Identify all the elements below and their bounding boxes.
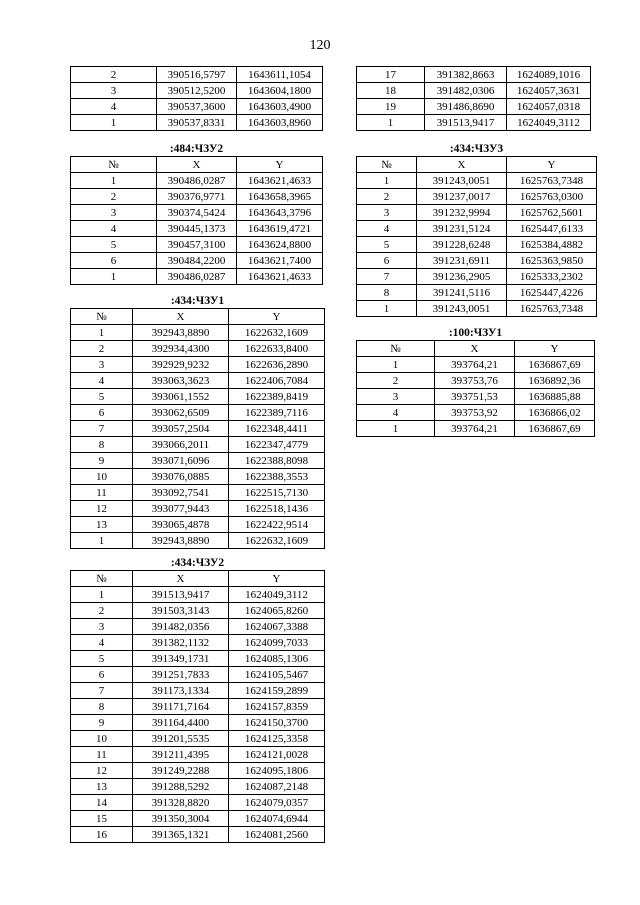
y-cell: 1643658,3965	[237, 189, 323, 205]
coord-table	[356, 340, 595, 437]
x-cell: 393063,3623	[133, 373, 229, 389]
point-number-cell: 19	[357, 99, 425, 115]
x-cell: 391482,0356	[133, 619, 229, 635]
x-cell: 391251,7833	[133, 667, 229, 683]
y-cell: 1624087,2148	[229, 779, 325, 795]
point-number-cell: 6	[357, 253, 417, 269]
table-row	[357, 83, 591, 99]
point-number-cell: 3	[71, 205, 157, 221]
x-cell: 390486,0287	[157, 173, 237, 189]
y-cell: 1622406,7084	[229, 373, 325, 389]
y-cell: 1643603,4900	[237, 99, 323, 115]
point-number-cell: 1	[357, 115, 425, 131]
x-cell: 391249,2288	[133, 763, 229, 779]
point-number-cell: 1	[71, 325, 133, 341]
table-title: :434:ЧЗУ1	[170, 295, 225, 307]
x-cell: 391236,2905	[417, 269, 507, 285]
header-x: X	[133, 309, 229, 325]
y-cell: 1625333,2302	[507, 269, 597, 285]
point-number-cell: 6	[71, 405, 133, 421]
point-number-cell: 17	[357, 67, 425, 83]
x-cell: 391171,7164	[133, 699, 229, 715]
header-x: X	[435, 341, 515, 357]
x-cell: 393066,2011	[133, 437, 229, 453]
y-cell: 1624125,3358	[229, 731, 325, 747]
y-cell: 1624089,1016	[507, 67, 591, 83]
table-row	[357, 301, 597, 317]
table-row	[357, 205, 597, 221]
coord-table	[70, 570, 325, 843]
table-row	[357, 115, 591, 131]
y-cell: 1622388,3553	[229, 469, 325, 485]
coord-block-484-chzu2	[70, 142, 323, 285]
point-number-cell: 4	[71, 99, 157, 115]
header-x: X	[157, 157, 237, 173]
table-row	[71, 67, 323, 83]
point-number-cell: 6	[71, 667, 133, 683]
table-title: :434:ЧЗУ2	[170, 557, 225, 569]
y-cell: 1622389,7116	[229, 405, 325, 421]
y-cell: 1643621,4633	[237, 173, 323, 189]
table-row	[71, 533, 325, 549]
x-cell: 391350,3004	[133, 811, 229, 827]
point-number-cell: 1	[357, 421, 435, 437]
header-row	[71, 157, 323, 173]
point-number-cell: 3	[357, 389, 435, 405]
table-row	[71, 405, 325, 421]
point-number-cell: 13	[71, 517, 133, 533]
table-row	[357, 285, 597, 301]
y-cell: 1624150,3700	[229, 715, 325, 731]
table-row	[71, 115, 323, 131]
table-row	[357, 405, 595, 421]
coord-table-continued-left	[70, 66, 323, 131]
point-number-cell: 7	[71, 421, 133, 437]
point-number-cell: 8	[71, 437, 133, 453]
table-row	[71, 389, 325, 405]
y-cell: 1636892,36	[515, 373, 595, 389]
point-number-cell: 1	[357, 357, 435, 373]
table-title: :434:ЧЗУ3	[449, 143, 504, 155]
table-row	[71, 253, 323, 269]
y-cell: 1636885,88	[515, 389, 595, 405]
point-number-cell: 1	[71, 269, 157, 285]
header-number: №	[71, 571, 133, 587]
header-x: X	[417, 157, 507, 173]
x-cell: 391241,5116	[417, 285, 507, 301]
y-cell: 1643643,3796	[237, 205, 323, 221]
point-number-cell: 4	[357, 221, 417, 237]
y-cell: 1636867,69	[515, 421, 595, 437]
header-number: №	[357, 157, 417, 173]
x-cell: 393062,6509	[133, 405, 229, 421]
point-number-cell: 2	[71, 341, 133, 357]
point-number-cell: 16	[71, 827, 133, 843]
point-number-cell: 15	[71, 811, 133, 827]
x-cell: 391365,1321	[133, 827, 229, 843]
x-cell: 390376,9771	[157, 189, 237, 205]
y-cell: 1622632,1609	[229, 325, 325, 341]
table-row	[71, 779, 325, 795]
x-cell: 393753,76	[435, 373, 515, 389]
table-row	[357, 237, 597, 253]
table-row	[357, 357, 595, 373]
x-cell: 390484,2200	[157, 253, 237, 269]
point-number-cell: 3	[71, 357, 133, 373]
header-row	[357, 341, 595, 357]
header-row	[71, 309, 325, 325]
table-row	[357, 389, 595, 405]
coord-table	[70, 66, 323, 131]
y-cell: 1622347,4779	[229, 437, 325, 453]
table-row	[71, 421, 325, 437]
table-row	[71, 651, 325, 667]
table-row	[71, 83, 323, 99]
y-cell: 1625384,4882	[507, 237, 597, 253]
y-cell: 1624081,2560	[229, 827, 325, 843]
table-row	[71, 437, 325, 453]
table-row	[71, 763, 325, 779]
x-cell: 393065,4878	[133, 517, 229, 533]
table-row	[357, 253, 597, 269]
point-number-cell: 1	[71, 533, 133, 549]
point-number-cell: 1	[357, 301, 417, 317]
y-cell: 1624049,3112	[229, 587, 325, 603]
x-cell: 391237,0017	[417, 189, 507, 205]
x-cell: 391243,0051	[417, 301, 507, 317]
x-cell: 393057,2504	[133, 421, 229, 437]
x-cell: 391231,6911	[417, 253, 507, 269]
x-cell: 391201,5535	[133, 731, 229, 747]
table-row	[71, 635, 325, 651]
table-row	[71, 517, 325, 533]
table-row	[71, 237, 323, 253]
point-number-cell: 3	[71, 619, 133, 635]
point-number-cell: 11	[71, 747, 133, 763]
point-number-cell: 5	[71, 237, 157, 253]
y-cell: 1624057,3631	[507, 83, 591, 99]
y-cell: 1624074,6944	[229, 811, 325, 827]
table-row	[71, 501, 325, 517]
y-cell: 1625447,6133	[507, 221, 597, 237]
x-cell: 390512,5200	[157, 83, 237, 99]
table-row	[71, 699, 325, 715]
point-number-cell: 4	[357, 405, 435, 421]
x-cell: 390537,8331	[157, 115, 237, 131]
y-cell: 1643621,4633	[237, 269, 323, 285]
x-cell: 390486,0287	[157, 269, 237, 285]
y-cell: 1624049,3112	[507, 115, 591, 131]
table-row	[71, 221, 323, 237]
point-number-cell: 5	[357, 237, 417, 253]
x-cell: 393061,1552	[133, 389, 229, 405]
y-cell: 1636866,02	[515, 405, 595, 421]
point-number-cell: 5	[71, 651, 133, 667]
table-row	[71, 485, 325, 501]
table-row	[71, 603, 325, 619]
table-title: :484:ЧЗУ2	[169, 143, 224, 155]
point-number-cell: 1	[71, 173, 157, 189]
x-cell: 391211,4395	[133, 747, 229, 763]
x-cell: 391231,5124	[417, 221, 507, 237]
point-number-cell: 14	[71, 795, 133, 811]
y-cell: 1624159,2899	[229, 683, 325, 699]
y-cell: 1622632,1609	[229, 533, 325, 549]
point-number-cell: 18	[357, 83, 425, 99]
y-cell: 1625447,4226	[507, 285, 597, 301]
table-row	[71, 811, 325, 827]
point-number-cell: 2	[71, 189, 157, 205]
y-cell: 1624121,0028	[229, 747, 325, 763]
x-cell: 391349,1731	[133, 651, 229, 667]
table-row	[71, 189, 323, 205]
y-cell: 1643619,4721	[237, 221, 323, 237]
header-y: Y	[237, 157, 323, 173]
table-row	[357, 173, 597, 189]
y-cell: 1625763,0300	[507, 189, 597, 205]
point-number-cell: 2	[71, 603, 133, 619]
point-number-cell: 12	[71, 763, 133, 779]
y-cell: 1643603,8960	[237, 115, 323, 131]
y-cell: 1643621,7400	[237, 253, 323, 269]
y-cell: 1624157,8359	[229, 699, 325, 715]
table-row	[357, 373, 595, 389]
y-cell: 1625763,7348	[507, 173, 597, 189]
table-row	[71, 269, 323, 285]
x-cell: 392943,8890	[133, 533, 229, 549]
table-row	[71, 683, 325, 699]
y-cell: 1636867,69	[515, 357, 595, 373]
point-number-cell: 10	[71, 731, 133, 747]
y-cell: 1622348,4411	[229, 421, 325, 437]
x-cell: 393764,21	[435, 421, 515, 437]
table-row	[71, 453, 325, 469]
x-cell: 390516,5797	[157, 67, 237, 83]
x-cell: 391513,9417	[133, 587, 229, 603]
y-cell: 1624067,3388	[229, 619, 325, 635]
coord-block-434-chzu3	[356, 142, 597, 317]
x-cell: 391232,9994	[417, 205, 507, 221]
table-row	[357, 269, 597, 285]
x-cell: 391164,4400	[133, 715, 229, 731]
coord-block-100-chzu1	[356, 326, 595, 437]
table-row	[71, 795, 325, 811]
x-cell: 393092,7541	[133, 485, 229, 501]
x-cell: 393077,9443	[133, 501, 229, 517]
x-cell: 391486,8690	[425, 99, 507, 115]
x-cell: 390537,3600	[157, 99, 237, 115]
y-cell: 1625363,9850	[507, 253, 597, 269]
point-number-cell: 11	[71, 485, 133, 501]
coord-table	[356, 66, 591, 131]
x-cell: 393071,6096	[133, 453, 229, 469]
y-cell: 1622515,7130	[229, 485, 325, 501]
point-number-cell: 4	[71, 635, 133, 651]
y-cell: 1622633,8400	[229, 341, 325, 357]
point-number-cell: 13	[71, 779, 133, 795]
table-row	[71, 667, 325, 683]
x-cell: 391173,1334	[133, 683, 229, 699]
x-cell: 391382,1132	[133, 635, 229, 651]
point-number-cell: 8	[71, 699, 133, 715]
header-row	[357, 157, 597, 173]
x-cell: 391382,8663	[425, 67, 507, 83]
y-cell: 1622388,8098	[229, 453, 325, 469]
table-row	[357, 189, 597, 205]
point-number-cell: 7	[357, 269, 417, 285]
table-row	[357, 99, 591, 115]
y-cell: 1622389,8419	[229, 389, 325, 405]
point-number-cell: 2	[71, 67, 157, 83]
table-row	[71, 341, 325, 357]
coord-table-continued-right	[356, 66, 591, 131]
y-cell: 1622422,9514	[229, 517, 325, 533]
y-cell: 1643624,8800	[237, 237, 323, 253]
y-cell: 1624099,7033	[229, 635, 325, 651]
y-cell: 1624085,1306	[229, 651, 325, 667]
x-cell: 391513,9417	[425, 115, 507, 131]
table-row	[71, 715, 325, 731]
header-row	[71, 571, 325, 587]
y-cell: 1624057,0318	[507, 99, 591, 115]
y-cell: 1624079,0357	[229, 795, 325, 811]
header-number: №	[71, 157, 157, 173]
header-y: Y	[229, 571, 325, 587]
header-y: Y	[515, 341, 595, 357]
table-title: :100:ЧЗУ1	[448, 327, 503, 339]
point-number-cell: 3	[357, 205, 417, 221]
point-number-cell: 9	[71, 453, 133, 469]
x-cell: 391243,0051	[417, 173, 507, 189]
page-number: 120	[309, 38, 331, 53]
x-cell: 392929,9232	[133, 357, 229, 373]
y-cell: 1625763,7348	[507, 301, 597, 317]
x-cell: 392934,4300	[133, 341, 229, 357]
y-cell: 1622518,1436	[229, 501, 325, 517]
y-cell: 1625762,5601	[507, 205, 597, 221]
table-row	[71, 325, 325, 341]
x-cell: 390445,1373	[157, 221, 237, 237]
table-row	[71, 373, 325, 389]
point-number-cell: 7	[71, 683, 133, 699]
x-cell: 391288,5292	[133, 779, 229, 795]
y-cell: 1624105,5467	[229, 667, 325, 683]
x-cell: 391228,6248	[417, 237, 507, 253]
x-cell: 393753,92	[435, 405, 515, 421]
coord-table	[356, 156, 597, 317]
x-cell: 393751,53	[435, 389, 515, 405]
table-row	[71, 619, 325, 635]
table-row	[71, 205, 323, 221]
x-cell: 393764,21	[435, 357, 515, 373]
y-cell: 1643604,1800	[237, 83, 323, 99]
x-cell: 391328,8820	[133, 795, 229, 811]
header-number: №	[71, 309, 133, 325]
table-row	[71, 469, 325, 485]
coord-table	[70, 308, 325, 549]
header-x: X	[133, 571, 229, 587]
point-number-cell: 10	[71, 469, 133, 485]
x-cell: 390374,5424	[157, 205, 237, 221]
table-row	[71, 587, 325, 603]
table-row	[71, 731, 325, 747]
point-number-cell: 9	[71, 715, 133, 731]
y-cell: 1643611,1054	[237, 67, 323, 83]
x-cell: 393076,0885	[133, 469, 229, 485]
coord-block-434-chzu1	[70, 294, 325, 549]
x-cell: 391482,0306	[425, 83, 507, 99]
x-cell: 391503,3143	[133, 603, 229, 619]
y-cell: 1622636,2890	[229, 357, 325, 373]
table-row	[71, 747, 325, 763]
point-number-cell: 4	[71, 373, 133, 389]
point-number-cell: 6	[71, 253, 157, 269]
table-row	[357, 67, 591, 83]
point-number-cell: 4	[71, 221, 157, 237]
point-number-cell: 12	[71, 501, 133, 517]
coord-block-434-chzu2	[70, 556, 325, 843]
table-row	[357, 221, 597, 237]
point-number-cell: 8	[357, 285, 417, 301]
y-cell: 1624095,1806	[229, 763, 325, 779]
table-row	[71, 827, 325, 843]
x-cell: 390457,3100	[157, 237, 237, 253]
point-number-cell: 1	[71, 587, 133, 603]
y-cell: 1624065,8260	[229, 603, 325, 619]
point-number-cell: 1	[71, 115, 157, 131]
header-y: Y	[507, 157, 597, 173]
table-row	[71, 173, 323, 189]
point-number-cell: 3	[71, 83, 157, 99]
table-row	[71, 357, 325, 373]
point-number-cell: 5	[71, 389, 133, 405]
x-cell: 392943,8890	[133, 325, 229, 341]
table-row	[357, 421, 595, 437]
point-number-cell: 1	[357, 173, 417, 189]
header-y: Y	[229, 309, 325, 325]
point-number-cell: 2	[357, 373, 435, 389]
coord-table	[70, 156, 323, 285]
table-row	[71, 99, 323, 115]
point-number-cell: 2	[357, 189, 417, 205]
header-number: №	[357, 341, 435, 357]
